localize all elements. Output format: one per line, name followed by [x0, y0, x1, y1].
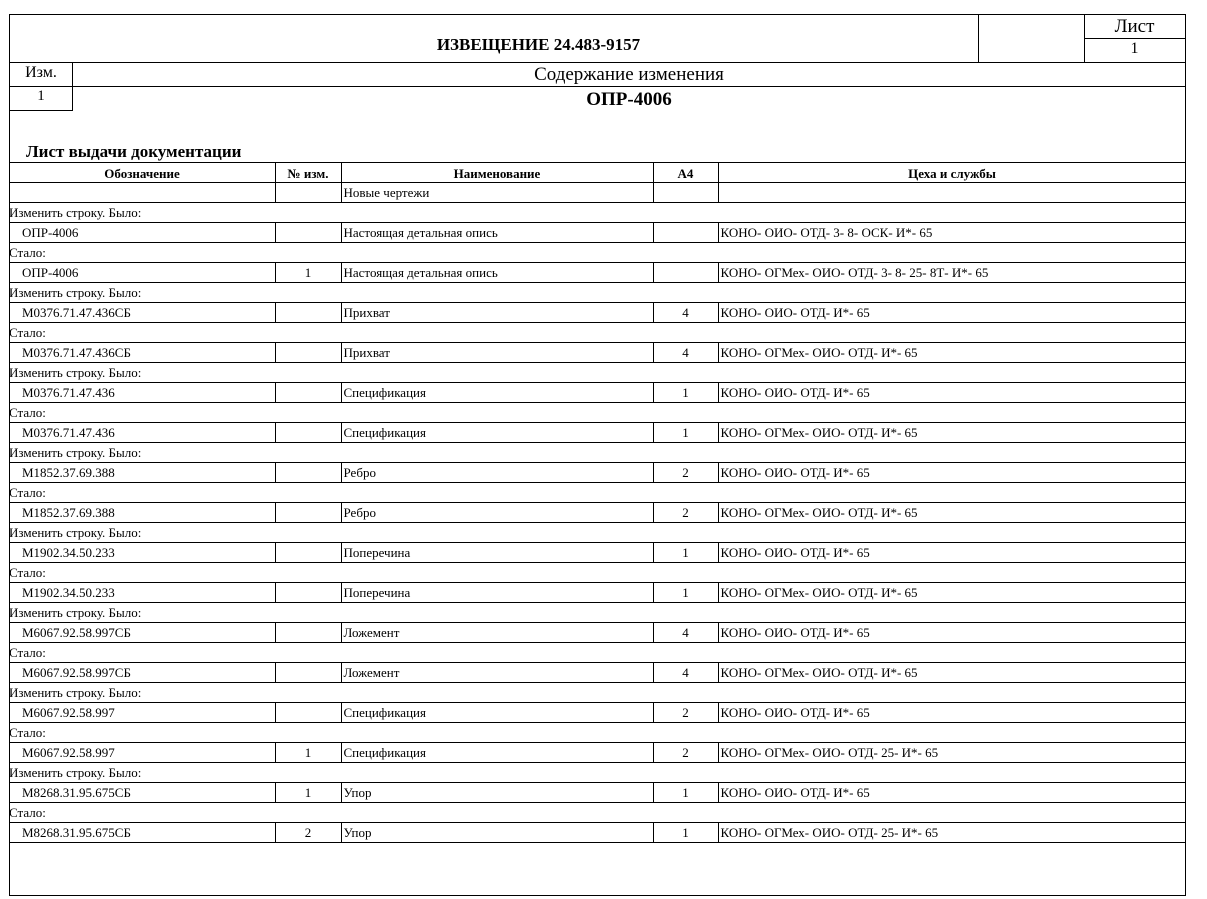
row-code: М6067.92.58.997СБ	[9, 623, 275, 643]
table-row	[9, 423, 1186, 443]
table-row	[9, 183, 1186, 203]
row-izm	[275, 423, 341, 443]
row-name: Поперечина	[341, 543, 653, 563]
change-note-row	[9, 683, 1186, 703]
change-note-text: Стало:	[9, 403, 1186, 423]
change-note-row	[9, 443, 1186, 463]
row-izm	[275, 503, 341, 523]
change-note-row	[9, 643, 1186, 663]
row-izm	[275, 463, 341, 483]
row-izm: 1	[275, 263, 341, 283]
col-header-name: Наименование	[453, 166, 541, 181]
change-note-row	[9, 603, 1186, 623]
row-code: ОПР-4006	[9, 223, 275, 243]
notice-title: ИЗВЕЩЕНИЕ 24.483-9157	[436, 35, 641, 54]
row-name: Спецификация	[341, 743, 653, 763]
change-note-text: Изменить строку. Было:	[9, 363, 1186, 383]
change-note-text: Стало:	[9, 323, 1186, 343]
izm-bottom-line	[9, 110, 73, 111]
change-note-text: Стало:	[9, 803, 1186, 823]
table-row	[9, 503, 1186, 523]
table-row	[9, 623, 1186, 643]
row-depts: КОНО- ОИО- ОТД- И*- 65	[718, 543, 1186, 563]
change-note-row	[9, 203, 1186, 223]
row-depts: КОНО- ОГМех- ОИО- ОТД- И*- 65	[718, 583, 1186, 603]
change-note-row	[9, 363, 1186, 383]
change-note-row	[9, 563, 1186, 583]
documents-table-body	[9, 183, 1186, 843]
table-row	[9, 463, 1186, 483]
row-depts: КОНО- ОГМех- ОИО- ОТД- 25- И*- 65	[718, 823, 1186, 843]
change-note-row	[9, 803, 1186, 823]
row-code: М6067.92.58.997	[9, 703, 275, 723]
row-depts: КОНО- ОИО- ОТД- И*- 65	[718, 383, 1186, 403]
change-note-text: Изменить строку. Было:	[9, 283, 1186, 303]
row-a4: 2	[653, 743, 718, 763]
row-izm: 1	[275, 743, 341, 763]
row-izm	[275, 623, 341, 643]
change-note-text: Стало:	[9, 483, 1186, 503]
change-note-text: Стало:	[9, 723, 1186, 743]
change-note-row	[9, 723, 1186, 743]
row-name: Настоящая детальная опись	[341, 263, 653, 283]
table-row	[9, 703, 1186, 723]
row-code: М0376.71.47.436СБ	[9, 303, 275, 323]
section-title: Лист выдачи документации	[26, 142, 242, 161]
table-row	[9, 303, 1186, 323]
row-depts: КОНО- ОИО- ОТД- И*- 65	[718, 703, 1186, 723]
row-code: М6067.92.58.997	[9, 743, 275, 763]
table-row	[9, 343, 1186, 363]
change-note-row	[9, 323, 1186, 343]
document-code: ОПР-4006	[586, 89, 672, 110]
row-izm	[275, 303, 341, 323]
row-depts: КОНО- ОГМех- ОИО- ОТД- И*- 65	[718, 343, 1186, 363]
row-a4	[653, 263, 718, 283]
change-note-row	[9, 483, 1186, 503]
change-note-row	[9, 403, 1186, 423]
row-a4: 1	[653, 583, 718, 603]
row-izm	[275, 543, 341, 563]
sheet-number: 1	[1130, 40, 1139, 57]
row-code: М8268.31.95.675СБ	[9, 823, 275, 843]
table-row	[9, 583, 1186, 603]
table-top-line	[9, 162, 1186, 163]
sheet-cell-divider	[1084, 38, 1186, 39]
row-code: М6067.92.58.997СБ	[9, 663, 275, 683]
row-code: ОПР-4006	[9, 263, 275, 283]
table-row	[9, 783, 1186, 803]
row-a4: 2	[653, 503, 718, 523]
change-note-text: Изменить строку. Было:	[9, 763, 1186, 783]
izm-row-line	[9, 86, 1186, 87]
row-name: Прихват	[341, 343, 653, 363]
change-note-text: Изменить строку. Было:	[9, 443, 1186, 463]
row-depts: КОНО- ОИО- ОТД- И*- 65	[718, 463, 1186, 483]
change-note-row	[9, 243, 1186, 263]
documents-table	[9, 183, 1186, 843]
row-a4: 2	[653, 463, 718, 483]
change-note-text: Изменить строку. Было:	[9, 203, 1186, 223]
row-name: Новые чертежи	[341, 183, 653, 203]
change-note-text: Изменить строку. Было:	[9, 603, 1186, 623]
row-izm	[275, 383, 341, 403]
row-depts: КОНО- ОИО- ОТД- 3- 8- ОСК- И*- 65	[718, 223, 1186, 243]
row-izm	[275, 223, 341, 243]
col-header-a4: А4	[677, 166, 694, 181]
row-a4: 1	[653, 823, 718, 843]
row-name: Поперечина	[341, 583, 653, 603]
change-note-row	[9, 763, 1186, 783]
row-izm	[275, 583, 341, 603]
row-a4: 4	[653, 343, 718, 363]
row-depts: КОНО- ОИО- ОТД- И*- 65	[718, 303, 1186, 323]
row-name: Спецификация	[341, 703, 653, 723]
row-izm	[275, 703, 341, 723]
row-a4: 1	[653, 383, 718, 403]
row-name: Спецификация	[341, 383, 653, 403]
row-name: Спецификация	[341, 423, 653, 443]
row-code: М1902.34.50.233	[9, 543, 275, 563]
row-a4: 1	[653, 423, 718, 443]
row-a4: 1	[653, 783, 718, 803]
change-note-text: Изменить строку. Было:	[9, 523, 1186, 543]
row-izm	[275, 663, 341, 683]
row-izm	[275, 183, 341, 203]
row-a4: 2	[653, 703, 718, 723]
row-code: М8268.31.95.675СБ	[9, 783, 275, 803]
row-depts: КОНО- ОИО- ОТД- И*- 65	[718, 783, 1186, 803]
row-a4: 4	[653, 623, 718, 643]
col-header-izm: № изм.	[287, 166, 329, 181]
row-depts: КОНО- ОГМех- ОИО- ОТД- 25- И*- 65	[718, 743, 1186, 763]
row-code: М1902.34.50.233	[9, 583, 275, 603]
change-note-text: Стало:	[9, 643, 1186, 663]
row-code	[9, 183, 275, 203]
change-note-row	[9, 283, 1186, 303]
izm-label: Изм.	[25, 64, 57, 81]
table-row	[9, 823, 1186, 843]
row-name: Упор	[341, 823, 653, 843]
row-a4	[653, 183, 718, 203]
row-izm: 1	[275, 783, 341, 803]
table-row	[9, 543, 1186, 563]
row-name: Ложемент	[341, 623, 653, 643]
row-depts: КОНО- ОИО- ОТД- И*- 65	[718, 623, 1186, 643]
row-code: М1852.37.69.388	[9, 463, 275, 483]
row-izm	[275, 343, 341, 363]
row-name: Упор	[341, 783, 653, 803]
row-code: М0376.71.47.436СБ	[9, 343, 275, 363]
row-name: Прихват	[341, 303, 653, 323]
row-code: М0376.71.47.436	[9, 383, 275, 403]
row-depts: КОНО- ОГМех- ОИО- ОТД- И*- 65	[718, 663, 1186, 683]
table-row	[9, 383, 1186, 403]
table-row	[9, 663, 1186, 683]
row-name: Ложемент	[341, 663, 653, 683]
row-code: М1852.37.69.388	[9, 503, 275, 523]
row-depts: КОНО- ОГМех- ОИО- ОТД- И*- 65	[718, 423, 1186, 443]
row-name: Ребро	[341, 503, 653, 523]
change-note-row	[9, 523, 1186, 543]
content-label: Содержание изменения	[534, 64, 724, 85]
row-name: Настоящая детальная опись	[341, 223, 653, 243]
row-izm: 2	[275, 823, 341, 843]
change-note-text: Изменить строку. Было:	[9, 683, 1186, 703]
header-bottom-line	[9, 62, 1186, 63]
izm-number: 1	[37, 88, 45, 104]
col-header-code: Обозначение	[104, 166, 180, 181]
row-depts	[718, 183, 1186, 203]
row-a4	[653, 223, 718, 243]
sheet-label: Лист	[1114, 16, 1155, 37]
table-row	[9, 263, 1186, 283]
row-a4: 1	[653, 543, 718, 563]
row-name: Ребро	[341, 463, 653, 483]
row-a4: 4	[653, 303, 718, 323]
row-a4: 4	[653, 663, 718, 683]
col-header-depts: Цеха и службы	[908, 166, 996, 181]
table-row	[9, 743, 1186, 763]
change-note-text: Стало:	[9, 243, 1186, 263]
row-depts: КОНО- ОГМех- ОИО- ОТД- 3- 8- 25- 8Т- И*- 65	[718, 263, 1186, 283]
change-note-text: Стало:	[9, 563, 1186, 583]
row-depts: КОНО- ОГМех- ОИО- ОТД- И*- 65	[718, 503, 1186, 523]
table-row	[9, 223, 1186, 243]
row-code: М0376.71.47.436	[9, 423, 275, 443]
